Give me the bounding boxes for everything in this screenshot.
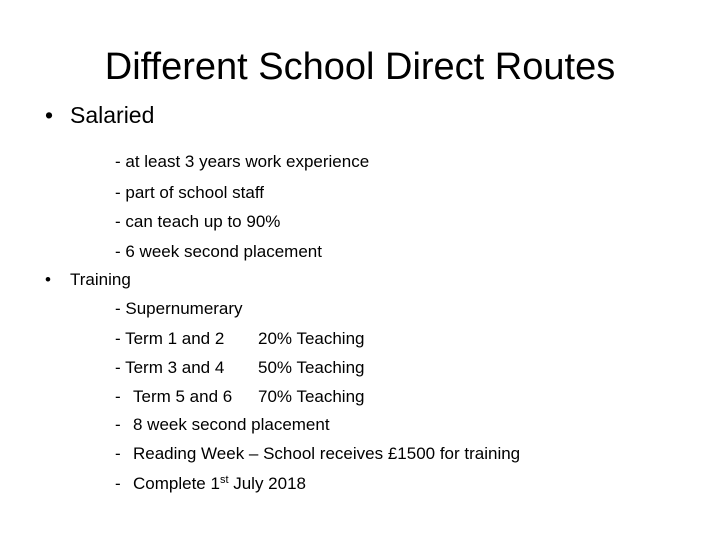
salaried-item: - can teach up to 90% (115, 212, 281, 231)
bullet-training (45, 268, 131, 292)
completion-suffix: July 2018 (228, 474, 306, 493)
term-value: 50% Teaching (258, 358, 365, 377)
training-heading: Training (70, 270, 131, 289)
term-dash: - (115, 358, 126, 377)
term-dash: - (115, 329, 126, 348)
term-dash: - (115, 387, 121, 406)
bullet-dot: • (45, 102, 54, 128)
training-dash: - (115, 474, 121, 493)
completion-prefix: Complete 1 (133, 474, 220, 493)
training-dash: - (115, 444, 121, 463)
training-item: 8 week second placement (133, 415, 330, 434)
term-row (115, 327, 224, 351)
term-value: 20% Teaching (258, 329, 365, 348)
term-label: Term 1 and 2 (125, 329, 225, 348)
term-value: 70% Teaching (258, 387, 365, 406)
training-item: Reading Week – School receives £1500 for training (133, 444, 521, 463)
salaried-item: - 6 week second placement (115, 242, 322, 261)
training-dash: - (115, 415, 121, 434)
ordinal-suffix: st (219, 474, 229, 486)
term-row (115, 356, 224, 380)
term-label: Term 5 and 6 (133, 387, 233, 406)
bullet-salaried (45, 99, 154, 131)
bullet-dot: • (45, 270, 51, 289)
salaried-item: - part of school staff (115, 183, 264, 202)
slide-title: Different School Direct Routes (104, 46, 616, 88)
salaried-heading: Salaried (70, 102, 155, 128)
completion-date (133, 472, 306, 496)
training-item: - Supernumerary (115, 299, 243, 318)
term-label: Term 3 and 4 (125, 358, 225, 377)
salaried-item: - at least 3 years work experience (115, 152, 370, 171)
